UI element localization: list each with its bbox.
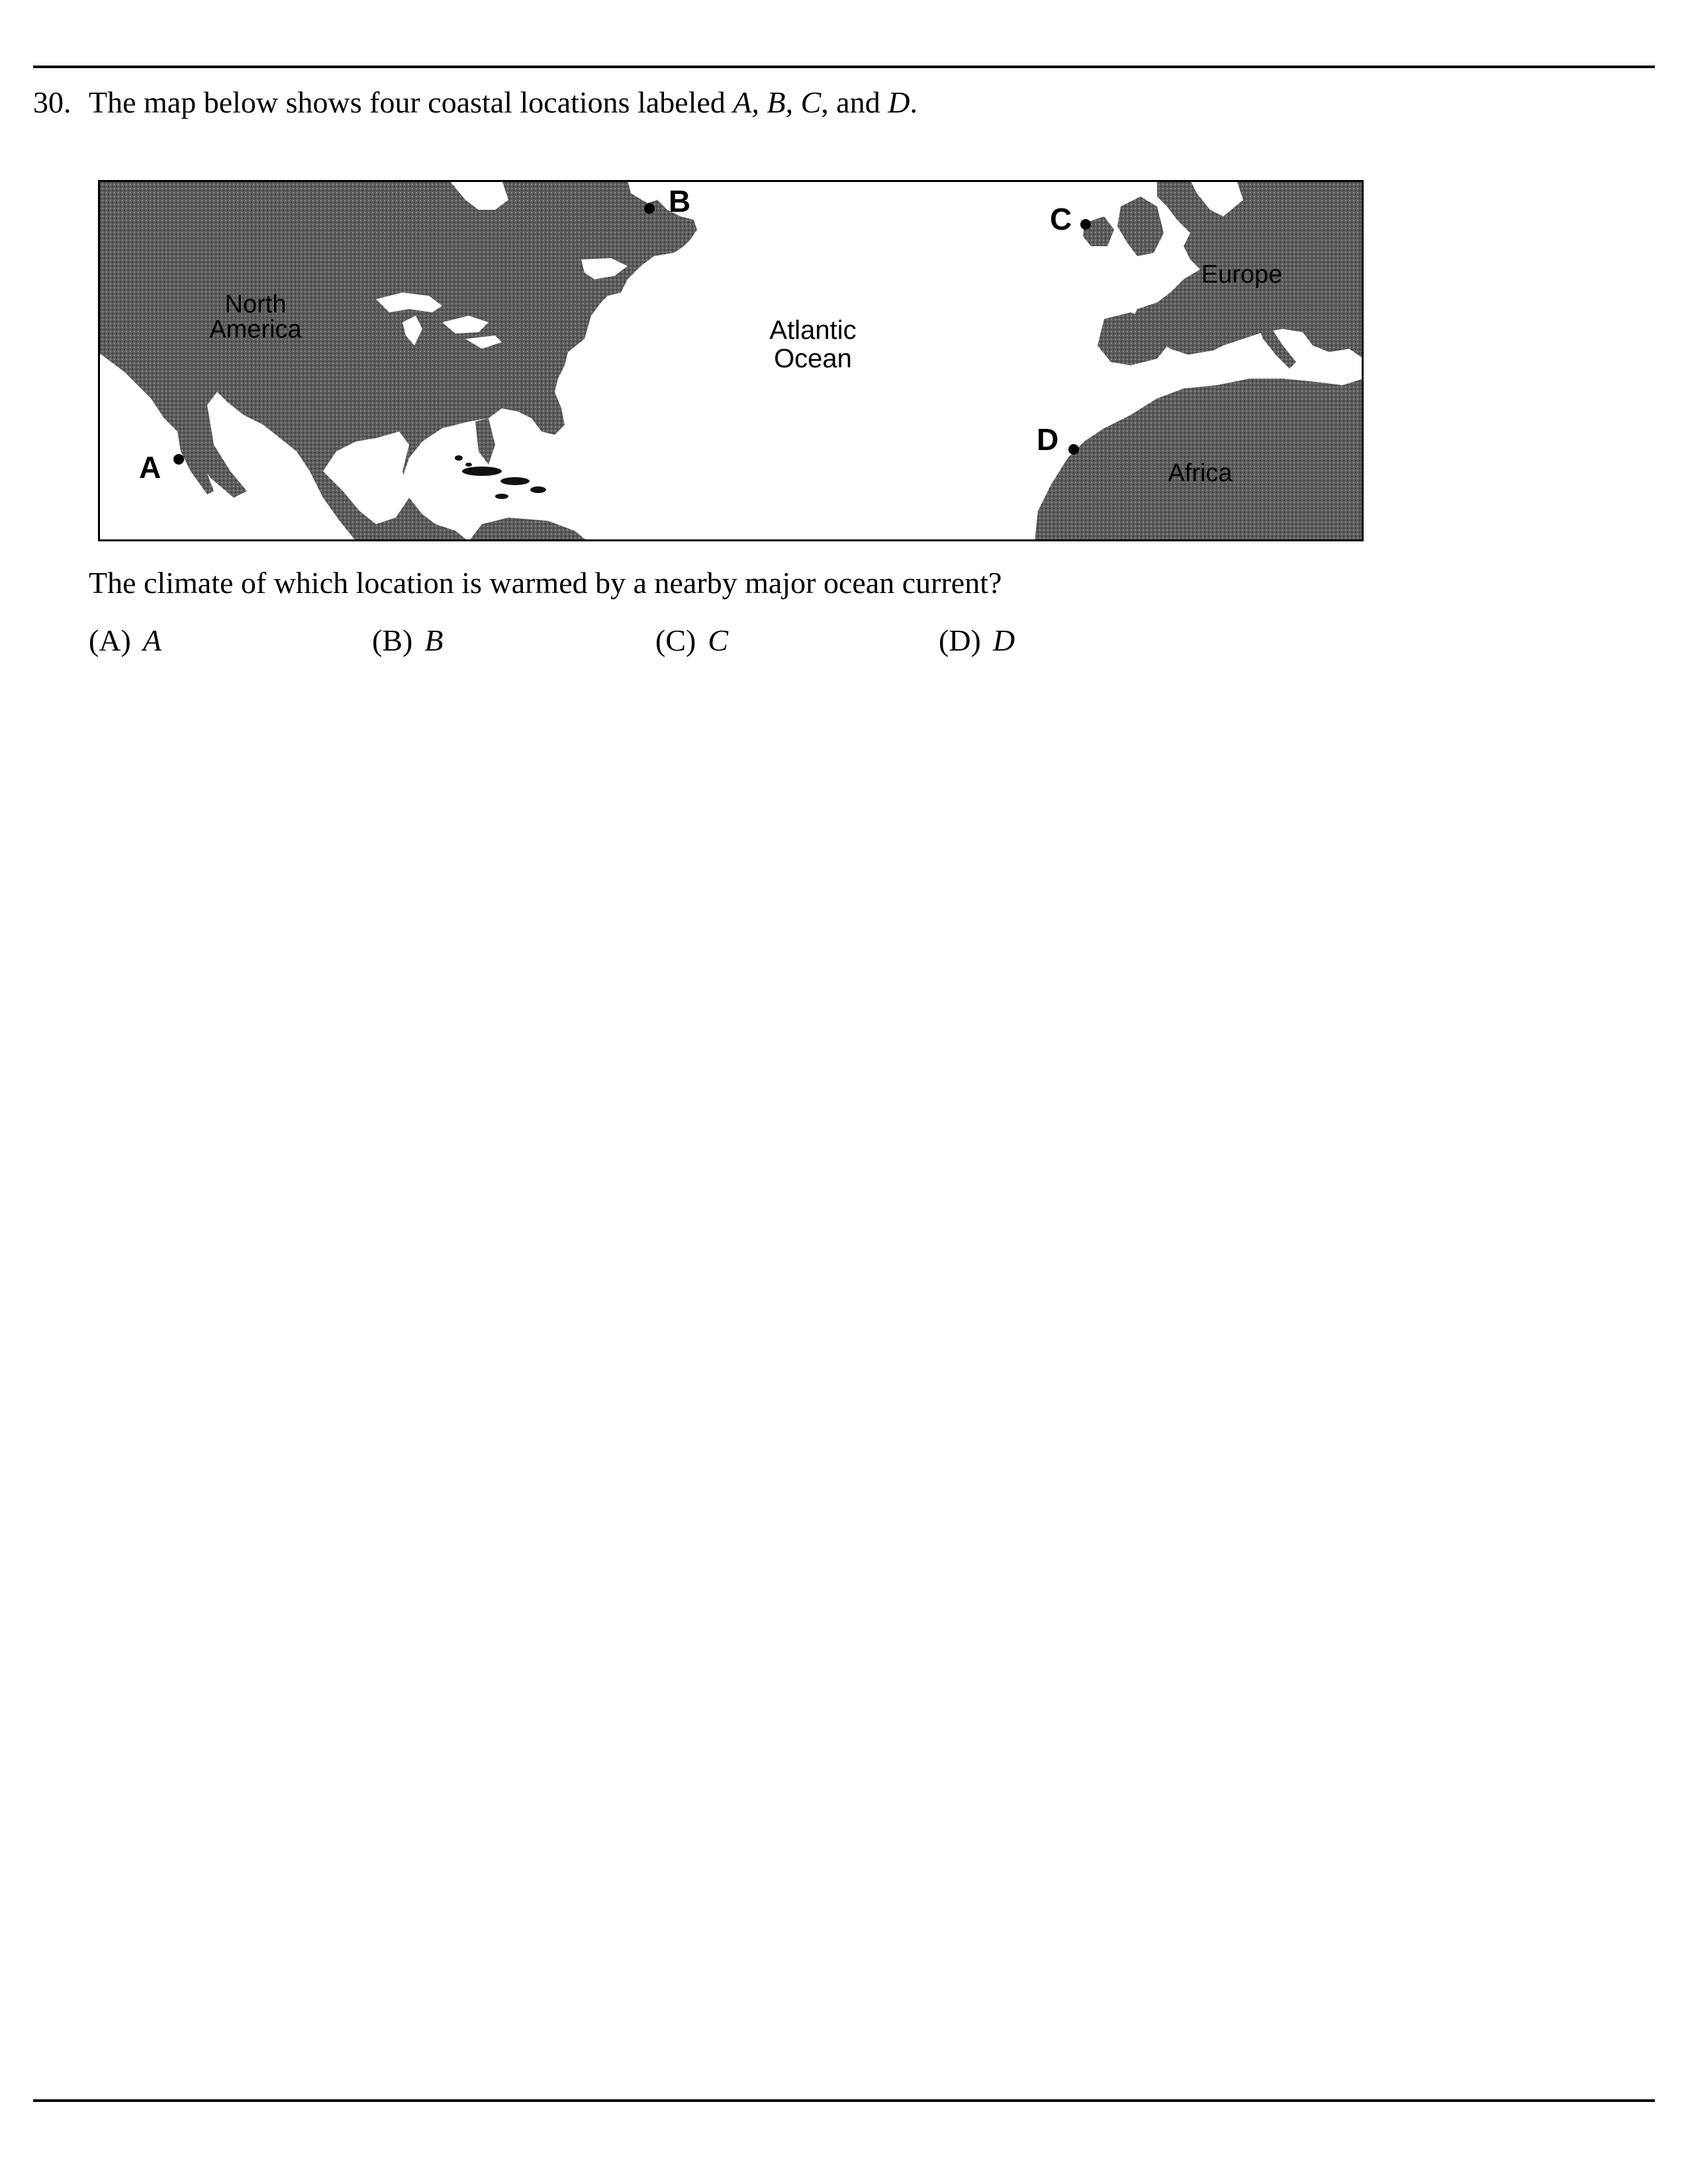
choice-d[interactable] <box>939 621 1015 660</box>
choice-b[interactable] <box>372 621 443 660</box>
choice-d-letter: (D) <box>939 623 981 657</box>
question-and: , and <box>821 85 888 119</box>
page-header <box>0 19 1688 36</box>
label-ocean-2: Ocean <box>774 344 852 373</box>
label-africa: Africa <box>1168 459 1233 487</box>
choice-b-value: B <box>424 623 444 657</box>
choice-a-value: A <box>142 623 162 657</box>
question-period: . <box>910 85 917 119</box>
atlantic-map <box>98 180 1364 541</box>
location-a-label: A <box>139 450 162 484</box>
bottom-rule <box>33 2099 1655 2102</box>
label-ocean-1: Atlantic <box>769 316 857 345</box>
choice-a-letter: (A) <box>89 623 131 657</box>
question-prompt: The climate of which location is warmed by a nearby major ocean current? <box>89 566 1002 600</box>
question-labels-abc: A, B, C <box>733 85 821 119</box>
choice-c-letter: (C) <box>655 623 696 657</box>
choice-a[interactable] <box>89 621 162 660</box>
choice-c-value: C <box>708 623 729 657</box>
label-north-america-2: America <box>209 316 302 343</box>
location-b-label: B <box>669 184 691 218</box>
choice-b-letter: (B) <box>372 623 413 657</box>
question-text: The map below shows four coastal locations labeled <box>89 85 733 119</box>
label-north-america-1: North <box>224 291 287 318</box>
question-number: 30. <box>33 85 71 119</box>
question-stem <box>33 83 917 122</box>
location-d-label: D <box>1037 422 1059 457</box>
label-europe: Europe <box>1201 261 1283 289</box>
top-rule <box>33 66 1655 68</box>
choice-d-value: D <box>992 623 1015 657</box>
choice-c[interactable] <box>655 621 728 660</box>
location-c-label: C <box>1050 202 1072 236</box>
question-label-d: D <box>888 85 910 119</box>
